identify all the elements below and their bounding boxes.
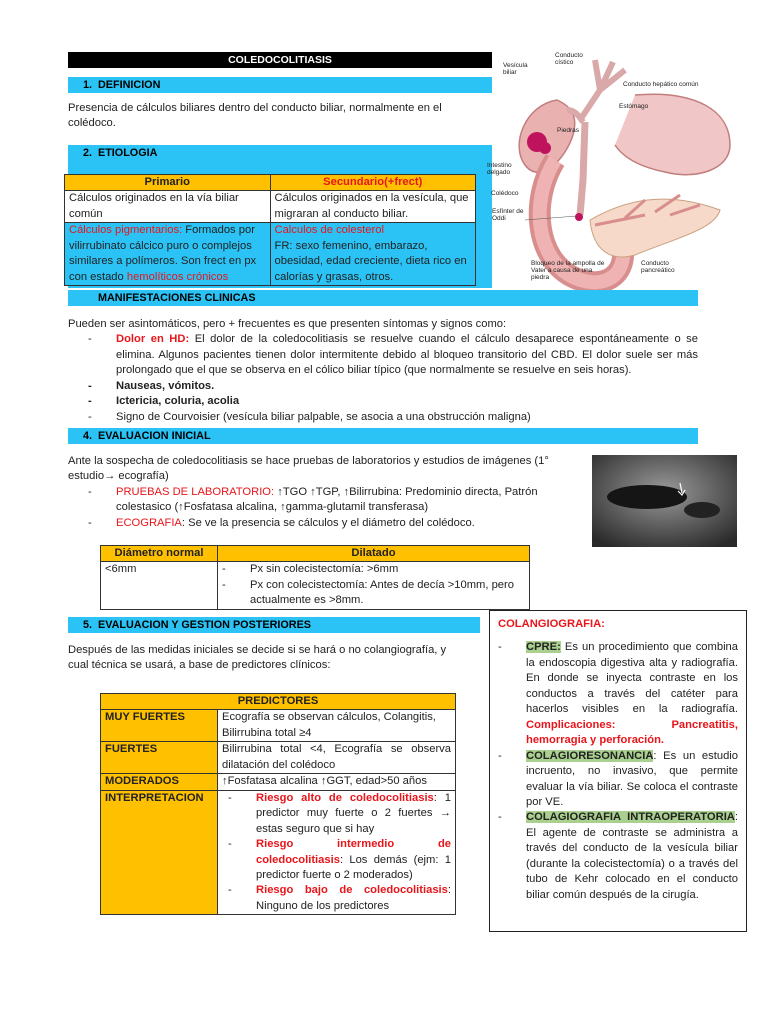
colangiografia-box	[489, 610, 747, 932]
predictor-label-interpretacion: INTERPRETACION	[101, 790, 218, 915]
etiology-r2-primary: Cálculos pigmentarios: Formados por vilirrubinato cálcico puro o complejos similares a polímeros. Son frect en px con estado hemolíticos crónicos	[65, 223, 271, 286]
colangio-cpre: - CPRE: Es un procedimiento que combina la endoscopia digestiva alta y radiografía. En donde se inyecta contraste en los conductos a través del catéter para hacerlos visibles en la radiografía. Complicaciones: Pancreatitis, hemorragia y perforación.	[498, 640, 738, 748]
initial-eval-intro: Ante la sospecha de coledocolitiasis se hace pruebas de laboratorios y estudios de imágenes (1° estudio→ ecografía)	[68, 455, 549, 483]
page-title: COLEDOCOLITIASIS	[68, 52, 492, 68]
diameter-header-dilated: Dilatado	[218, 546, 530, 562]
manifestations-block	[68, 317, 698, 425]
manifestation-item-nauseas: - Nauseas, vómitos.	[88, 379, 698, 394]
etiology-r2-secondary: Calculos de colesterol FR: sexo femenino, embarazo, obesidad, edad creciente, dieta rico en calorías y grasas, otros.	[270, 223, 476, 286]
section-header-etiologia: 2. ETIOLOGIA	[68, 145, 492, 161]
label-bloqueo: Bloqueo de la ampolla de Vater a causa de una piedra	[531, 260, 605, 282]
predictor-label-muy-fuertes: MUY FUERTES	[101, 710, 218, 742]
label-esfinter: Esfínter de Oddi	[492, 208, 524, 223]
predictor-text-fuertes: Bilirrubina total <4, Ecografía se observa dilatación del colédoco	[218, 742, 456, 774]
etiology-r1-primary: Cálculos originados en la vía biliar común	[65, 191, 271, 223]
interp-intermedio: - Riesgo intermedio de coledocolitiasis: Los demás (ejm: 1 predictor fuerte o 2 moderados)	[228, 837, 451, 883]
colangiografia-title: COLANGIOGRAFIA:	[498, 618, 605, 630]
label-intestino: Intestino delgado	[487, 162, 512, 177]
manifestation-item-courvoisier: - Signo de Courvoisier (vesícula biliar palpable, se asocia a una obstrucción maligna)	[88, 410, 698, 425]
biliary-anatomy-diagram	[487, 50, 735, 290]
manifestation-item-dolor: - Dolor en HD: El dolor de la coledocolitiasis se resuelve cuando el cálculo desaparece espontáneamente o se elimina. Algunos pacientes tienen dolor intermitente debido al bloqueo transitorio del CBD. El dolor suele ser más prolongado que el que se observa en el cólico biliar típico (que normalmente se resuelve en seis horas).	[88, 332, 698, 378]
colangio-intraoperatoria: - COLAGIOGRAFIA INTRAOPERATORIA: El agente de contraste se administra a través del conducto de la vesícula biliar (durante la colecistectomía) o a través del tubo de Kehr colocado en el conducto biliar común después de la cirugía.	[498, 810, 738, 903]
predictors-table	[100, 693, 456, 915]
manifestation-item-ictericia: - Ictericia, coluria, acolia	[88, 394, 698, 409]
diameter-normal-value: <6mm	[101, 562, 218, 609]
label-coledoco: Colédoco	[491, 190, 519, 197]
predictors-header: PREDICTORES	[101, 694, 456, 710]
initial-eval-lab: - PRUEBAS DE LABORATORIO: ↑TGO ↑TGP, ↑Bilirrubina: Predominio directa, Patrón colestasico (↑Fosfatasa alcalina, ↑gamma-glutamil transferasa)	[88, 485, 578, 516]
initial-eval-eco: - ECOGRAFIA: Se ve la presencia se cálculos y el diámetro del colédoco.	[88, 516, 578, 531]
predictor-label-fuertes: FUERTES	[101, 742, 218, 774]
diameter-dilated-values: - Px sin colecistectomía: >6mm - Px con colecistectomía: Antes de decía >10mm, pero actualmente es >8mm.	[218, 562, 530, 609]
ultrasound-image	[592, 455, 737, 547]
predictor-interpretation	[218, 790, 456, 915]
interp-bajo: - Riesgo bajo de coledocolitiasis: Ninguno de los predictores	[228, 883, 451, 914]
etiology-r1-secondary: Cálculos originados en la vesícula, que migraran al conducto biliar.	[270, 191, 476, 223]
diameter-header-normal: Diámetro normal	[101, 546, 218, 562]
predictor-text-muy-fuertes: Ecografía se observan cálculos, Colangitis, Bilirrubina total ≥4	[218, 710, 456, 742]
etiology-table	[64, 174, 476, 286]
interp-alto: - Riesgo alto de coledocolitiasis: 1 predictor muy fuerte o 2 fuertes → estas seguro que si hay	[228, 791, 451, 837]
label-conducto-cistico: Conducto cístico	[555, 52, 583, 67]
ultrasound-illustration	[592, 455, 737, 547]
manifestations-intro: Pueden ser asintomáticos, pero + frecuentes es que presenten síntomas y signos como:	[68, 318, 507, 330]
colangio-resonancia: - COLAGIORESONANCIA: Es un estudio incruento, no invasivo, que permite evaluar la vía biliar. Se coloca el contraste por VE.	[498, 749, 738, 811]
section-header-manifestaciones: MANIFESTACIONES CLINICAS	[68, 290, 698, 306]
predictor-label-moderados: MODERADOS	[101, 774, 218, 790]
section-header-evaluacion-inicial: 4. EVALUACION INICIAL	[68, 428, 698, 444]
label-piedras: Piedras	[557, 127, 580, 134]
initial-eval-block	[68, 454, 578, 531]
predictor-text-moderados: ↑Fosfatasa alcalina ↑GGT, edad>50 años	[218, 774, 456, 790]
label-hepatico: Conducto hepático común	[623, 81, 699, 88]
label-vesicula: Vesícula biliar	[503, 62, 528, 77]
label-pancreatico: Conducto pancreático	[641, 260, 675, 275]
biliary-anatomy-illustration	[495, 50, 735, 290]
section-header-evaluacion-posterior: 5. EVALUACION Y GESTION POSTERIORES	[68, 617, 480, 633]
label-estomago: Estómago	[619, 103, 649, 110]
section-header-definicion: 1. DEFINICION	[68, 77, 492, 93]
diameter-table	[100, 545, 530, 610]
definition-text: Presencia de cálculos biliares dentro del conducto biliar, normalmente en el colédoco.	[68, 102, 442, 130]
etiology-header-primary: Primario	[65, 175, 271, 191]
later-eval-intro: Después de las medidas iniciales se decide si se hará o no colangiografía, y cual técnica se usará, a base de predictores clínicos:	[68, 644, 447, 672]
etiology-header-secondary: Secundario(+frect)	[270, 175, 476, 191]
